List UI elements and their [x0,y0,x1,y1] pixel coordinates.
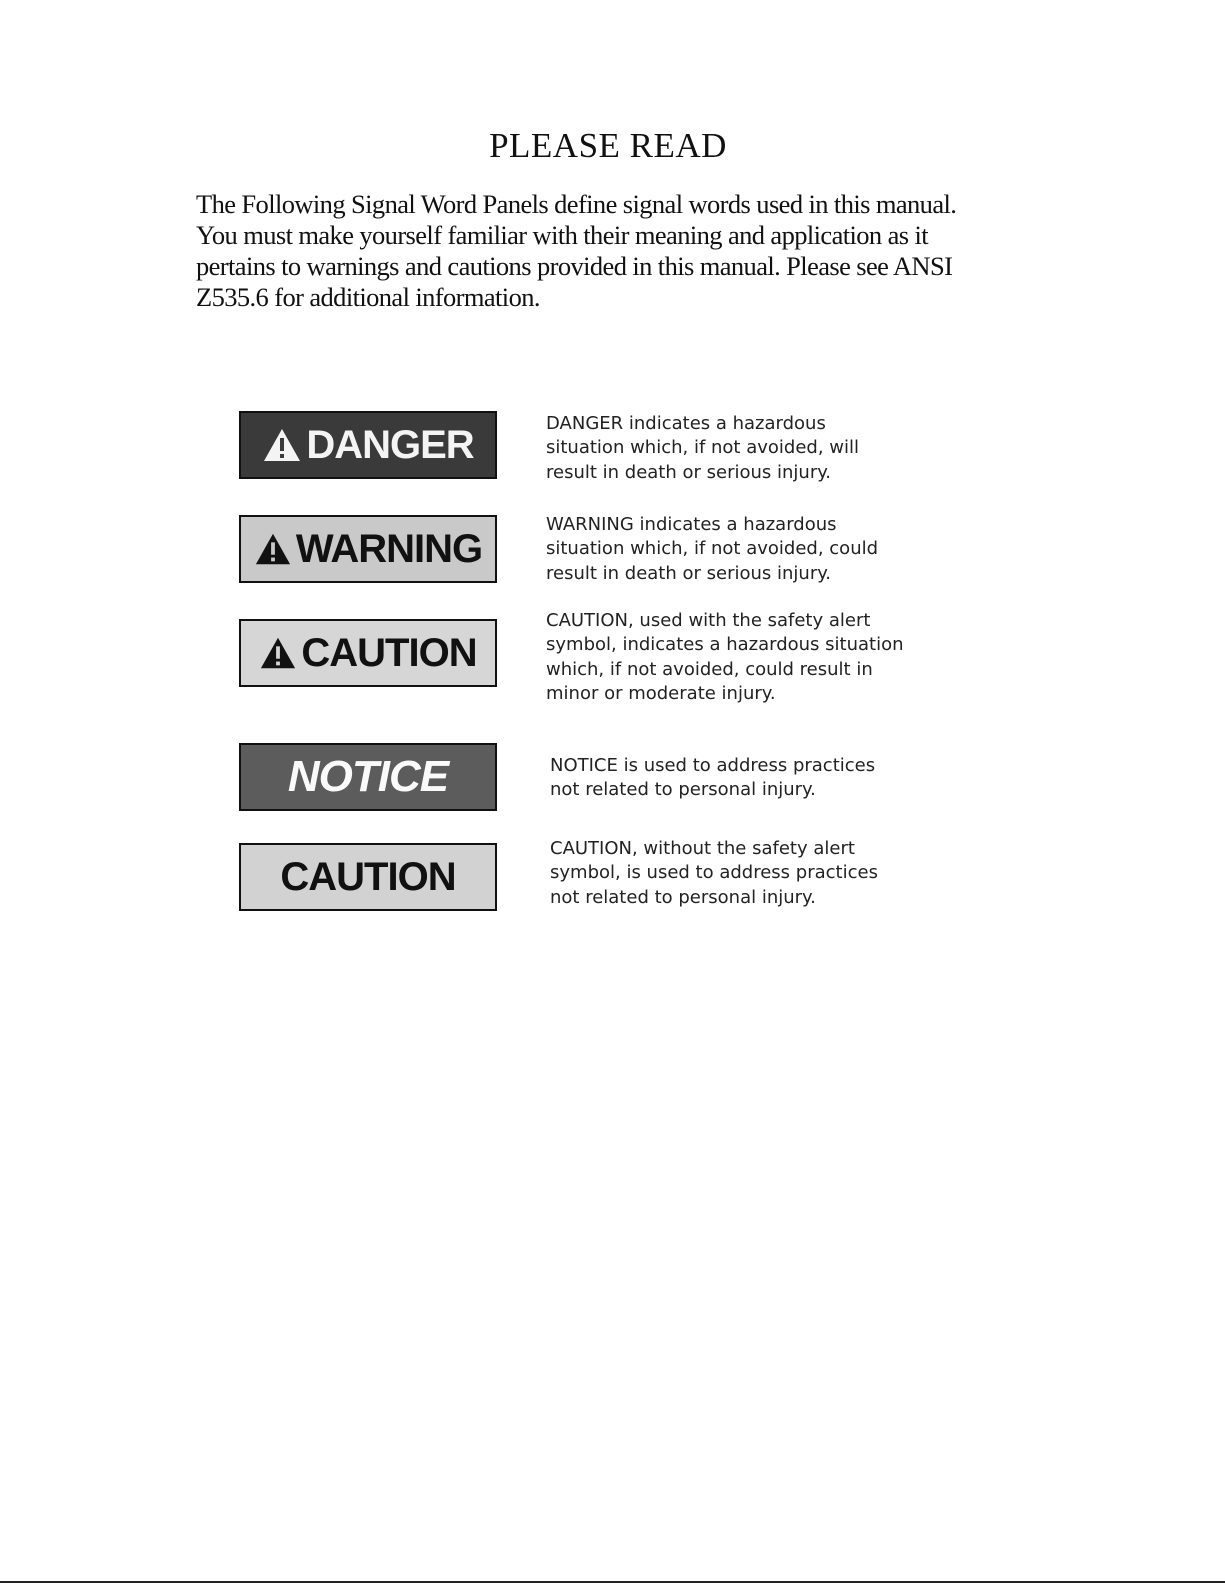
safety-alert-triangle-icon [259,635,297,671]
desc-line: DANGER indicates a hazardous [546,413,826,434]
notice-description [550,754,970,803]
danger-word: DANGER [306,422,474,467]
desc-line: which, if not avoided, could result in [546,658,873,680]
safety-alert-triangle-icon [262,427,302,463]
desc-line: minor or moderate injury. [546,682,776,704]
intro-line: You must make yourself familiar with their meaning and application as it [196,220,929,250]
desc-line: NOTICE is used to address practices [550,755,876,776]
bottom-rule [0,1581,1225,1583]
desc-line: symbol, indicates a hazardous situation [546,634,904,656]
caution-word: CAUTION [301,630,477,675]
caution-panel [239,843,497,911]
notice-word: NOTICE [287,752,449,801]
intro-line: pertains to warnings and cautions provided in this manual. Please see ANSI [196,251,953,281]
intro-paragraph [196,189,996,313]
desc-line: symbol, is used to address practices [550,862,878,884]
desc-line: not related to personal injury. [550,779,816,801]
desc-line: result in death or serious injury. [546,562,832,584]
warning-word: WARNING [295,526,483,571]
intro-line: The Following Signal Word Panels define signal words used in this manual. [196,189,957,219]
danger-panel [239,411,497,479]
caution-description [550,837,970,910]
page-title: PLEASE READ [489,126,727,165]
desc-line: result in death or serious injury. [546,461,832,483]
caution-alert-panel [239,619,497,687]
desc-line: CAUTION, used with the safety alert [546,610,871,631]
caution-word: CAUTION [280,854,456,899]
danger-description [546,412,966,485]
desc-line: WARNING indicates a hazardous [546,514,837,535]
desc-line: not related to personal injury. [550,886,816,908]
desc-line: CAUTION, without the safety alert [550,838,855,859]
caution-alert-description [546,609,966,706]
warning-description [546,513,966,586]
warning-panel [239,515,497,583]
notice-panel [239,743,497,811]
desc-line: situation which, if not avoided, could [546,538,879,560]
intro-line: Z535.6 for additional information. [196,282,540,312]
desc-line: situation which, if not avoided, will [546,437,860,459]
safety-alert-triangle-icon [254,531,292,567]
